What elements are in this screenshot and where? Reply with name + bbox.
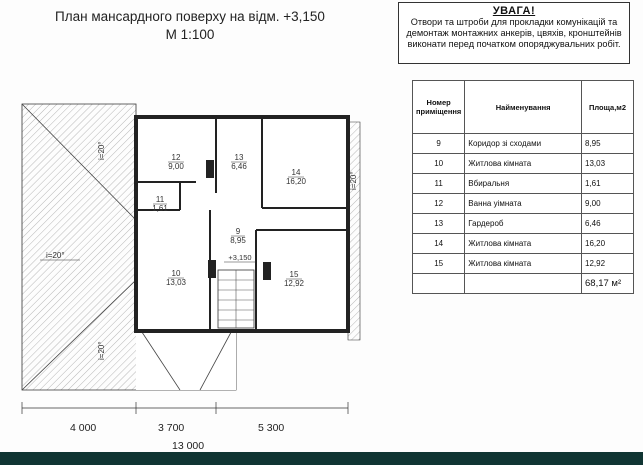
slope-label: i=20° (97, 141, 106, 160)
table-total-row (413, 274, 634, 294)
cell-name: Коридор зі сходами (465, 134, 582, 154)
cell-area: 1,61 (582, 174, 634, 194)
roof-bottom-area (136, 323, 236, 390)
cell-name: Ванна уімната (465, 194, 582, 214)
table-row (413, 194, 634, 214)
cell-number: 9 (413, 134, 465, 154)
dimension-label: 3 700 (158, 422, 185, 434)
walls (136, 117, 348, 331)
room-area: 6,46 (231, 162, 247, 171)
cell-name: Житлова кімната (465, 254, 582, 274)
dimension-label: 5 300 (258, 422, 285, 434)
room-area: 9,00 (168, 162, 184, 171)
warning-text: Отвори та штроби для прокладки комунікацій та демонтаж монтажних анкерів, цвяхів, кронштейнів виконати перед початком опоряджувальних робіт. (406, 17, 622, 49)
cell-area: 6,46 (582, 214, 634, 234)
cell-name: Житлова кімната (465, 234, 582, 254)
cell-name: Житлова кімната (465, 154, 582, 174)
table-row (413, 174, 634, 194)
slope-label: i=20° (349, 171, 358, 190)
room-schedule-table (412, 80, 634, 294)
header-number: Номер приміщення (413, 81, 465, 134)
room-area: 16,20 (285, 177, 307, 186)
room-number: 9 (235, 227, 241, 236)
cell-number: 12 (413, 194, 465, 214)
table-header-row (413, 81, 634, 134)
cell-number: 14 (413, 234, 465, 254)
cell-area: 16,20 (582, 234, 634, 254)
cell-name: Гардероб (465, 214, 582, 234)
room-area: 12,92 (283, 279, 305, 288)
cell-number: 13 (413, 214, 465, 234)
drawing-title: План мансардного поверху на відм. +3,150 (55, 9, 325, 24)
chimney-block (263, 262, 271, 280)
table-row (413, 134, 634, 154)
cell-empty (465, 274, 582, 294)
room-number: 12 (171, 153, 181, 162)
header-name: Найменування (465, 81, 582, 134)
drawing-scale: М 1:100 (165, 27, 215, 42)
room-number: 15 (289, 270, 299, 279)
dimension-label: 4 000 (70, 422, 97, 434)
table-row (413, 254, 634, 274)
table-row (413, 154, 634, 174)
table-row (413, 234, 634, 254)
dimension-lines (22, 402, 348, 414)
slope-label: i=20° (97, 341, 106, 360)
room-area: 8,95 (230, 236, 246, 245)
cell-number: 11 (413, 174, 465, 194)
warning-box (398, 2, 630, 64)
level-mark: +3,150 (228, 253, 252, 262)
room-number: 14 (291, 168, 301, 177)
chimney-block (206, 160, 214, 178)
table-row (413, 214, 634, 234)
slope-label: i=20° (46, 251, 65, 260)
room-number: 10 (171, 269, 181, 278)
cell-name: Вбиральня (465, 174, 582, 194)
total-area: 68,17 м² (582, 274, 634, 294)
dimension-total: 13 000 (172, 440, 205, 452)
cell-area: 13,03 (582, 154, 634, 174)
room-number: 11 (155, 195, 165, 204)
cell-area: 8,95 (582, 134, 634, 154)
header-area: Площа,м2 (582, 81, 634, 134)
cell-area: 12,92 (582, 254, 634, 274)
room-area: 13,03 (165, 278, 187, 287)
chimney-block (208, 260, 216, 278)
room-area: 1,61 (152, 204, 168, 213)
outer-wall (136, 117, 348, 331)
cell-area: 9,00 (582, 194, 634, 214)
footer-bar (0, 452, 643, 465)
cell-empty (413, 274, 465, 294)
cell-number: 10 (413, 154, 465, 174)
warning-heading: УВАГА! (492, 5, 536, 17)
cell-number: 15 (413, 254, 465, 274)
room-number: 13 (234, 153, 244, 162)
floor-plan (0, 90, 380, 420)
